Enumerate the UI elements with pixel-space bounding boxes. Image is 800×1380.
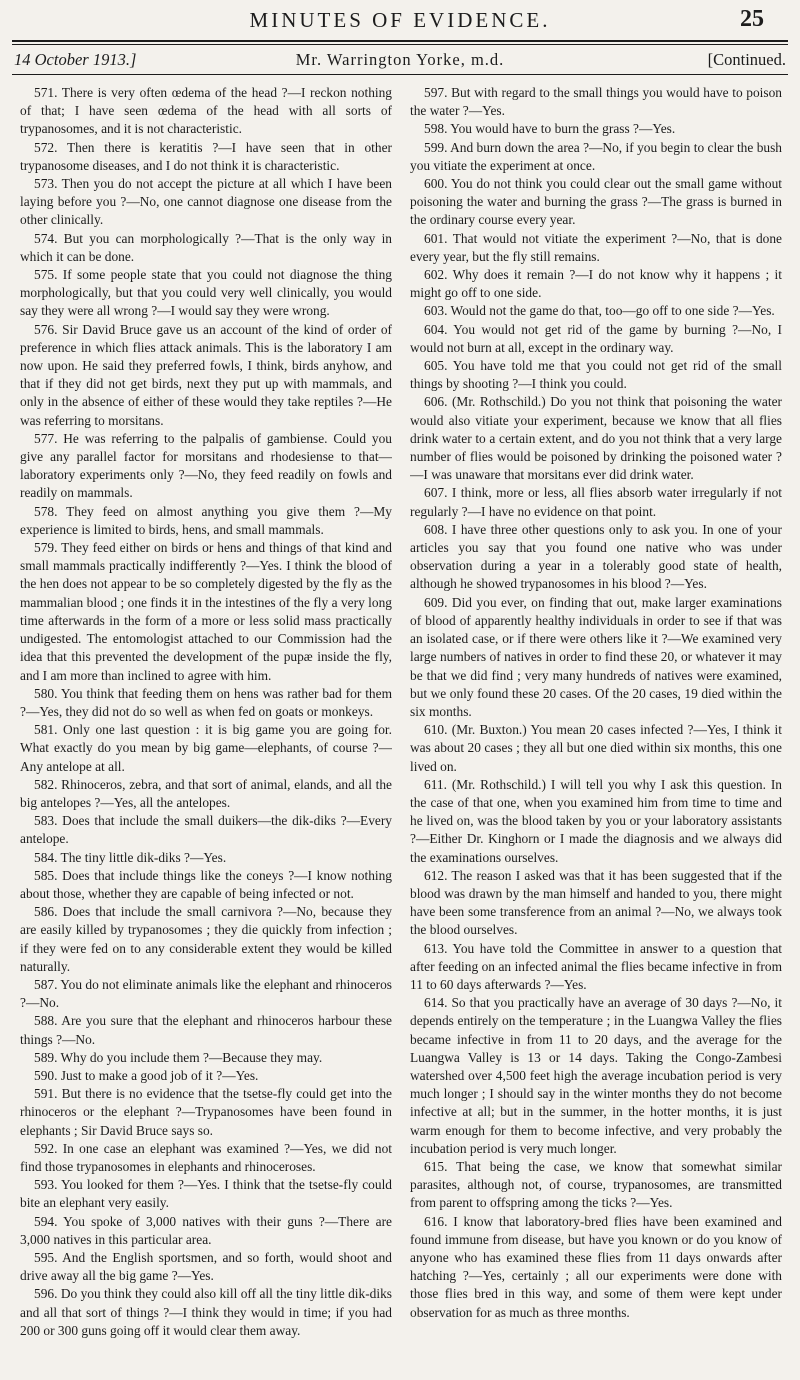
evidence-paragraph: 593. You looked for them ?—Yes. I think that the tsetse-fly could bite an elephant very easily. [20,1177,392,1211]
evidence-paragraph: 608. I have three other questions only to ask you. In one of your articles you say that you found one native who was under observation during a year in a tolerably good state of health, although he showed trypanosomes in his blood ?—Yes. [410,521,782,592]
continued-label: [Continued. [707,50,786,69]
evidence-paragraph: 572. Then there is keratitis ?—I have seen that in other trypanosome diseases, and I do not think it is characteristic. [20,139,392,173]
evidence-paragraph: 614. So that you practically have an average of 30 days ?—No, it depends entirely on the temperature ; in the Luangwa Valley the flies became infective in from 11 to 20 days, and the average for the Luangwa Valley is 13 or 14 days. Taking the Congo-Zambesi watershed over 4,500 feet high the average incubation period is very much longer ; I should say in the winter months they do not become infective at all; but in the summer, in the hotter months, it is just warm enough for them to become infective, and very probably the incubation period is very much longer. [410,995,782,1156]
evidence-paragraph: 613. You have told the Committee in answer to a question that after feeding on an infected animal the flies became infective in from 11 to 60 days afterwards ?—Yes. [410,940,782,992]
evidence-paragraph: 605. You have told me that you could not get rid of the small things by shooting ?—I think you could. [410,358,782,392]
evidence-paragraph: 584. The tiny little dik-diks ?—Yes. [34,849,227,865]
evidence-paragraph: 606. (Mr. Rothschild.) Do you not think that poisoning the water would also vitiate your experiment, because we know that all flies drink water to a certain extent, and do you not think that a very large number of flies would be poisoned by drinking the poisoned water ?—I was unaware that morsitans ever did drink water. [410,394,782,483]
evidence-paragraph: 604. You would not get rid of the game by burning ?—No, I would not burn at all, except in the ordinary way. [410,321,782,355]
evidence-paragraph: 609. Did you ever, on finding that out, make larger examinations of blood of apparently healthy individuals in order to see if that was an isolated case, or if there were others like it ?—We examined very large numbers of natives in order to find these 20, or whatever it may be that we did find ; very many hundreds of natives were examined, but we only found these 20 cases. Of the 20 cases, 19 died within the six months. [410,594,782,719]
evidence-paragraph: 597. But with regard to the small things you would have to poison the water ?—Yes. [410,85,782,119]
running-head [0,6,800,40]
right-column [410,84,782,1374]
evidence-paragraph: 616. I know that laboratory-bred flies have been examined and found immune from disease, but have you known or do you know of anyone who has examined these flies from 11 days onwards after hatching ?—Yes, certainly ; all our experiments were done with those flies bred in this way, and some of them were kept under observation for as much as three months. [410,1213,782,1320]
page-number: 25 [740,6,764,32]
witness-line [14,50,786,72]
header-rule-thin [12,44,788,45]
evidence-paragraph: 582. Rhinoceros, zebra, and that sort of animal, elands, and all the big antelopes ?—Yes, all the antelopes. [20,776,392,810]
evidence-paragraph: 600. You do not think you could clear out the small game without poisoning the water and burning the grass ?—The grass is burned in the ordinary course every year. [410,176,782,228]
evidence-paragraph: 595. And the English sportsmen, and so forth, would shoot and drive away all the big game ?—Yes. [20,1250,392,1284]
evidence-paragraph: 591. But there is no evidence that the tsetse-fly could get into the rhinoceros or the elephant ?—Trypanosomes have been found in elephants ; Sir David Bruce says so. [20,1086,392,1138]
running-title: MINUTES OF EVIDENCE. [249,8,551,32]
evidence-paragraph: 585. Does that include things like the coneys ?—I know nothing about those, whether they are capable of being infected or not. [20,867,392,901]
evidence-paragraph: 612. The reason I asked was that it has been suggested that if the blood was drawn by the man himself and handed to you, there might have been some transference from an animal ?—No, we always took the blood ourselves. [410,867,782,938]
evidence-paragraph: 594. You spoke of 3,000 natives with their guns ?—There are 3,000 natives in this particular area. [20,1213,392,1247]
evidence-paragraph: 602. Why does it remain ?—I do not know why it happens ; it might go off to one side. [410,267,782,301]
evidence-paragraph: 599. And burn down the area ?—No, if you begin to clear the bush you vitiate the experiment at once. [410,139,782,173]
evidence-paragraph: 596. Do you think they could also kill off all the tiny little dik-diks and all that sort of things ?—I think they would in time; if you had 200 or 300 guns going off it would clear them away. [20,1286,392,1338]
sitting-date: 14 October 1913.] [14,50,137,69]
evidence-paragraph: 578. They feed on almost anything you give them ?—My experience is limited to birds, hens, and small mammals. [20,503,392,537]
evidence-paragraph: 577. He was referring to the palpalis of gambiense. Could you give any parallel factor for morsitans and rhodesiense to that—laboratory experiments only ?—No, they feed readily on fowls and readily on mammals. [20,430,392,501]
evidence-paragraph: 588. Are you sure that the elephant and rhinoceros harbour these things ?—No. [20,1013,392,1047]
header-rule-thick [12,40,788,42]
evidence-paragraph: 587. You do not eliminate animals like the elephant and rhinoceros ?—No. [20,976,392,1011]
evidence-paragraph: 615. That being the case, we know that somewhat similar parasites, although not, of course, trypanosomes, are transmitted from parent to offspring among the ticks ?—Yes. [410,1158,782,1211]
evidence-paragraph: 589. Why do you include them ?—Because they may. [34,1049,323,1065]
left-column [20,84,392,1374]
evidence-paragraph: 576. Sir David Bruce gave us an account of the kind of order of preference in which flies attack animals. This is the laboratory I am now upon. He said they preferred fowls, I think, birds anyhow, and that if they did not get birds, next they put up with mammals, and only in the absence of either of these would they take reptiles ?—He was referring to morsitans. [20,321,392,428]
evidence-paragraph: 603. Would not the game do that, too—go off to one side ?—Yes. [424,303,775,319]
evidence-paragraph: 592. In one case an elephant was examined ?—Yes, we did not find those trypanosomes in elephants and rhinoceroses. [20,1140,392,1174]
witness-name: Mr. Warrington Yorke, m.d. [295,50,505,69]
evidence-paragraph: 598. You would have to burn the grass ?—Yes. [424,121,676,137]
witness-rule [12,74,788,75]
evidence-paragraph: 573. Then you do not accept the picture at all which I have been laying before you ?—No, one cannot diagnose one disease from the other clinically. [20,176,392,228]
evidence-paragraph: 571. There is very often œdema of the head ?—I reckon nothing of that; I have seen œdema of the head with all sorts of trypanosomes, and it is not characteristic. [20,85,392,137]
evidence-paragraph: 601. That would not vitiate the experiment ?—No, that is done every year, but the fly still remains. [410,230,782,264]
evidence-paragraph: 580. You think that feeding them on hens was rather bad for them ?—Yes, they did not do so well as when fed on goats or monkeys. [20,685,392,719]
evidence-paragraph: 579. They feed either on birds or hens and things of that kind and small mammals practically indifferently ?—Yes. I think the blood of the hen does not appear to be so completely digested by the fly as the mammalian blood ; one finds it in the intestines of the fly a very long time afterwards in the form of a more or less solid mass practically undigested. The entomologist attached to our Commission had the idea that this prevented the development of the pupæ inside the fly, and I am more than inclined to agree with him. [20,540,392,683]
evidence-paragraph: 590. Just to make a good job of it ?—Yes. [34,1067,259,1083]
evidence-paragraph: 583. Does that include the small duikers—the dik-diks ?—Every antelope. [20,813,392,847]
evidence-paragraph: 575. If some people state that you could not diagnose the thing morphologically, but that you could very well clinically, you would say they were all wrong ?—I would say they were wrong. [20,267,392,319]
evidence-paragraph: 611. (Mr. Rothschild.) I will tell you why I ask this question. In the case of that one, when you examined him from time to time and he lived on, was the blood taken by you or your laboratory assistants ?—Either Dr. Kinghorn or I made the diagnosis and we always did the examinations ourselves. [410,776,782,865]
evidence-paragraph: 581. Only one last question : it is big game you are going for. What exactly do you mean by big game—elephants, of course ?—Any antelope at all. [20,722,392,774]
evidence-paragraph: 586. Does that include the small carnivora ?—No, because they are easily killed by trypanosomes ; they die quickly from infection ; if they were fed on to any considerable extent they would be killed naturally. [20,904,392,974]
evidence-paragraph: 574. But you can morphologically ?—That is the only way in which it can be done. [20,230,392,264]
evidence-paragraph: 607. I think, more or less, all flies absorb water irregularly if not regularly ?—I have no evidence on that point. [410,485,782,519]
evidence-paragraph: 610. (Mr. Buxton.) You mean 20 cases infected ?—Yes, I think it was about 20 cases ; they all but one died within six months, this one lived on. [410,722,782,774]
